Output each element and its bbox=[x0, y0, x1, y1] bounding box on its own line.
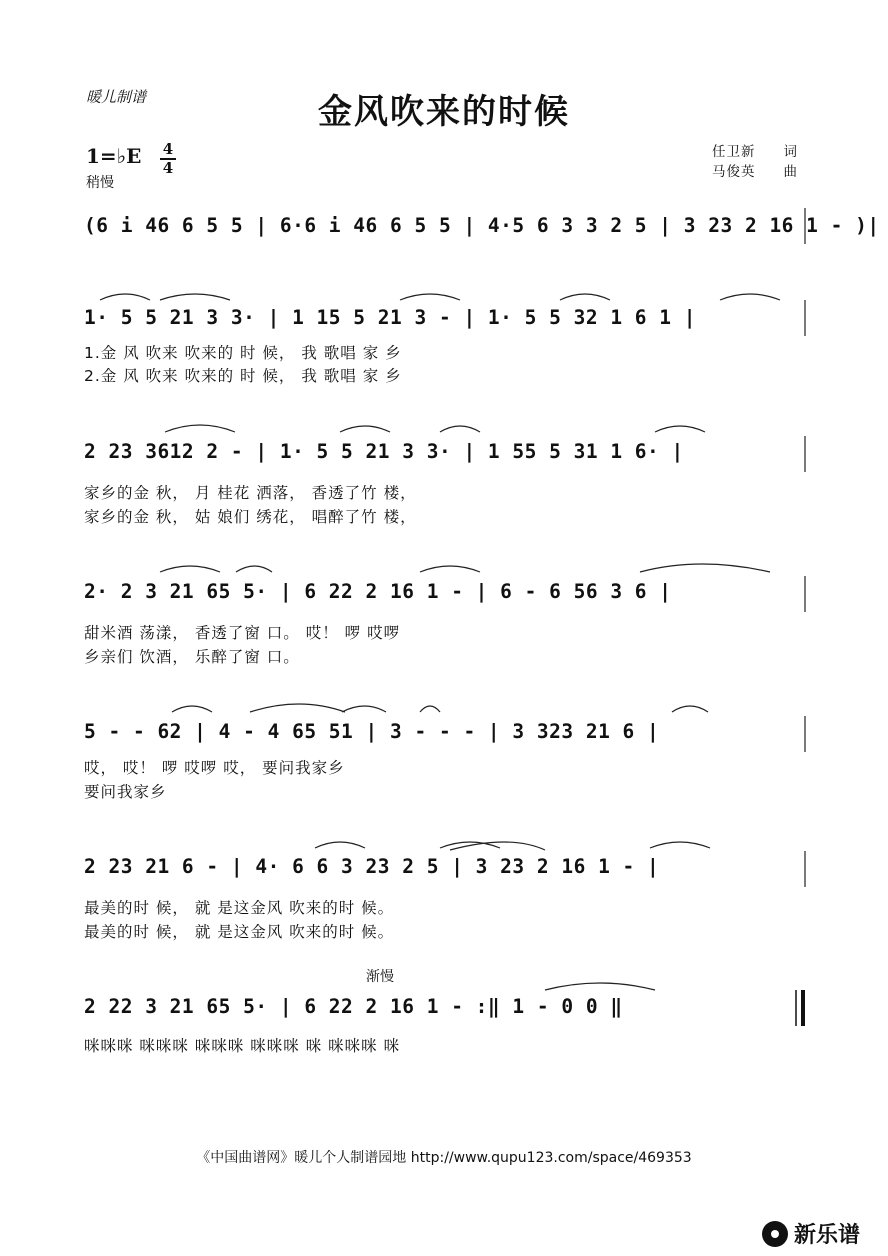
slur-mark bbox=[440, 426, 480, 432]
slur-mark bbox=[342, 706, 386, 712]
lyric-line-6-verse-1: 最美的时 候， 就 是这金风 吹来的时 候。 bbox=[84, 899, 395, 917]
slur-mark bbox=[420, 566, 480, 572]
site-logo bbox=[762, 1218, 860, 1249]
slur-mark bbox=[172, 706, 212, 712]
slur-mark bbox=[315, 842, 365, 848]
slur-mark bbox=[340, 426, 390, 432]
footer-credit: 《中国曲谱网》暖儿个人制谱园地 http://www.qupu123.com/space/469353 bbox=[196, 1150, 692, 1166]
slur-mark bbox=[400, 294, 460, 300]
tempo-marking: 稍慢 bbox=[86, 175, 114, 191]
key-signature: 1=♭E bbox=[86, 144, 142, 168]
time-top: 4 bbox=[162, 140, 174, 158]
composer-role: 曲 bbox=[783, 164, 798, 180]
slur-mark bbox=[420, 706, 440, 712]
time-bottom: 4 bbox=[162, 159, 174, 177]
lyric-line-3-verse-2: 家乡的金 秋， 姑 娘们 绣花， 唱醉了竹 楼， bbox=[84, 508, 417, 526]
notation-line-5: 5 - - 62 | 4 - 4 65 51 | 3 - - - | 3 323 21 6 | bbox=[84, 720, 660, 743]
slur-mark bbox=[655, 426, 705, 432]
slur-mark bbox=[165, 425, 235, 432]
notation-line-1: (6 i 46 6 5 5 | 6·6 i 46 6 5 5 | 4·5 6 3 3 2 5 | 3 23 2 16 1 - )| bbox=[84, 214, 880, 237]
slur-mark bbox=[236, 566, 272, 572]
slur-mark bbox=[450, 842, 545, 850]
slur-mark bbox=[100, 294, 150, 300]
lyric-line-5-verse-1: 哎， 哎！ 啰 哎啰 哎， 要问我家乡 bbox=[84, 759, 345, 777]
lyric-line-2-verse-1: 1.金 风 吹来 吹来的 时 候， 我 歌唱 家 乡 bbox=[84, 344, 402, 362]
composer-name: 马俊英 bbox=[712, 164, 756, 180]
lyricist-role: 词 bbox=[783, 144, 798, 160]
slur-mark bbox=[250, 704, 345, 712]
slur-mark bbox=[160, 294, 230, 300]
slur-mark bbox=[545, 983, 655, 990]
lyric-line-4-verse-1: 甜米酒 荡漾， 香透了窗 口。 哎！ 啰 哎啰 bbox=[84, 624, 401, 642]
notation-line-6: 2 23 21 6 - | 4· 6 6 3 23 2 5 | 3 23 2 16 1 - | bbox=[84, 855, 660, 878]
lyric-line-6-verse-2: 最美的时 候， 就 是这金风 吹来的时 候。 bbox=[84, 923, 395, 941]
logo-text: 新乐谱 bbox=[794, 1223, 861, 1248]
slur-mark bbox=[640, 564, 770, 572]
slur-mark bbox=[720, 294, 780, 300]
lyric-line-7: 咪咪咪 咪咪咪 咪咪咪 咪咪咪 咪 咪咪咪 咪 bbox=[84, 1037, 401, 1055]
lyric-line-2-verse-2: 2.金 风 吹来 吹来的 时 候， 我 歌唱 家 乡 bbox=[84, 367, 402, 385]
slur-mark bbox=[672, 706, 708, 712]
notation-line-4: 2· 2 3 21 65 5· | 6 22 2 16 1 - | 6 - 6 56 3 6 | bbox=[84, 580, 672, 603]
slowing-marking: 渐慢 bbox=[366, 969, 394, 985]
lyric-line-4-verse-2: 乡亲们 饮酒， 乐醉了窗 口。 bbox=[84, 648, 300, 666]
lyricist-name: 任卫新 bbox=[712, 144, 756, 160]
lyric-line-3-verse-1: 家乡的金 秋， 月 桂花 洒落， 香透了竹 楼， bbox=[84, 484, 417, 502]
notation-line-3: 2 23 3612 2 - | 1· 5 5 21 3 3· | 1 55 5 31 1 6· | bbox=[84, 440, 684, 463]
song-title: 金风吹来的时候 bbox=[318, 92, 570, 132]
slur-mark bbox=[650, 842, 710, 848]
slur-mark bbox=[560, 294, 610, 300]
lyric-line-5-verse-2: 要问我家乡 bbox=[84, 783, 167, 801]
notation-line-7: 2 22 3 21 65 5· | 6 22 2 16 1 - :‖ 1 - 0 0 ‖ bbox=[84, 995, 623, 1018]
record-icon bbox=[762, 1221, 788, 1247]
notation-line-2: 1· 5 5 21 3 3· | 1 15 5 21 3 - | 1· 5 5 32 1 6 1 | bbox=[84, 306, 696, 329]
arranger-credit: 暖儿制谱 bbox=[86, 88, 147, 106]
slur-mark bbox=[160, 566, 220, 572]
